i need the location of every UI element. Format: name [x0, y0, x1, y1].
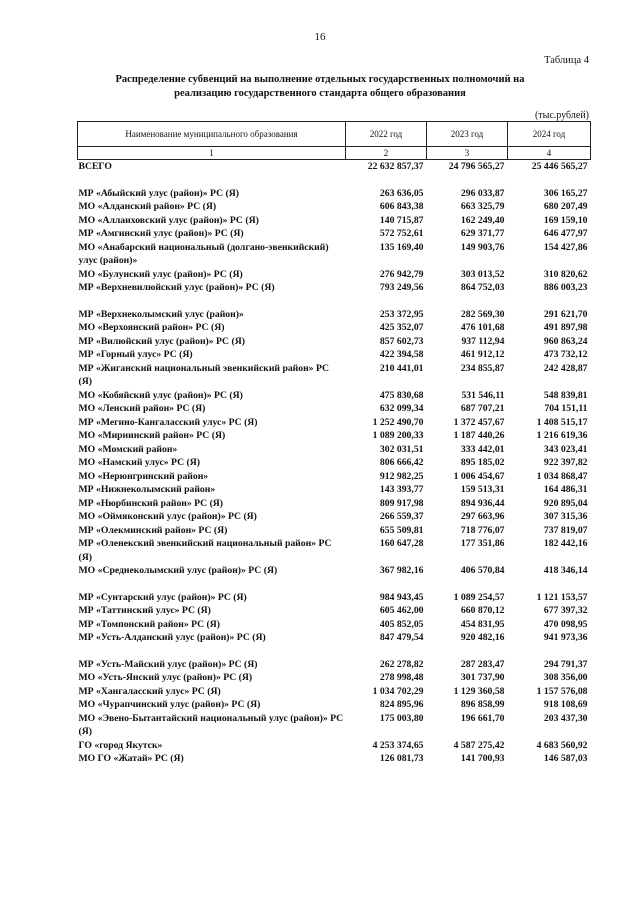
municipality-name-cell: МО «Алданский район» РС (Я) — [78, 201, 217, 212]
value-2024-cell: 941 973,36 — [543, 632, 588, 643]
value-2022-cell: 143 393,77 — [379, 484, 424, 495]
value-2022-cell: 1 034 702,29 — [372, 685, 424, 697]
value-2022-cell: 605 462,00 — [379, 605, 424, 616]
municipality-name-cell: МО «Анабарский национальный (долгано-эвенкийский) улус (район)» — [78, 241, 329, 266]
value-2022-cell: 857 602,73 — [379, 335, 424, 347]
value-2023-cell: 159 513,31 — [460, 484, 505, 495]
value-2022-cell: 302 031,51 — [379, 443, 424, 455]
table-label: Таблица 4 — [544, 55, 589, 66]
document-title: Распределение субвенций на выполнение отдельных государственных полномочий на реализацию государственного стандарта общего образования — [115, 74, 525, 99]
municipality-name-cell: МО «Мирнинский район» РС (Я) — [78, 430, 226, 441]
table-row — [78, 470, 591, 484]
value-2022-cell: 809 917,98 — [379, 497, 424, 509]
value-2023-cell: 196 661,70 — [460, 712, 505, 724]
table-row — [78, 227, 591, 241]
value-2023-cell: 303 013,52 — [460, 268, 505, 280]
municipality-name-cell: МР «Нюрбинский район» РС (Я) — [78, 497, 224, 509]
value-2024-cell: 548 839,81 — [543, 389, 588, 401]
value-2023-cell: 287 283,47 — [460, 658, 505, 670]
total-row — [78, 160, 591, 174]
subvention-table — [77, 121, 591, 766]
value-2022-cell: 160 647,28 — [379, 538, 424, 549]
table-header — [78, 122, 591, 160]
municipality-name-cell: МО «Кобяйский улус (район)» РС (Я) — [78, 389, 243, 401]
value-2024-cell: 922 397,82 — [543, 457, 588, 468]
table-row — [78, 268, 591, 282]
municipality-name-cell: МР «Нижнеколымский район» — [78, 484, 216, 495]
value-2023-cell: 937 112,94 — [461, 335, 505, 347]
municipality-name-cell: МР «Усть-Майский улус (район)» РС (Я) — [78, 658, 258, 670]
value-2023-cell: 162 249,40 — [460, 214, 505, 226]
municipality-name-cell: МО «Верхоянский район» РС (Я) — [78, 322, 225, 333]
value-2023-cell: 920 482,16 — [460, 632, 505, 643]
header-2023: 2023 год — [427, 122, 508, 147]
value-2023-cell: 894 936,44 — [460, 497, 505, 509]
units-label: (тыс.рублей) — [534, 110, 589, 121]
value-2022-cell: 912 982,25 — [379, 470, 424, 482]
value-2022-cell: 632 099,34 — [379, 403, 424, 414]
municipality-name-cell: МР «Верхнеколымский улус (район)» — [78, 308, 244, 320]
table-row — [78, 281, 591, 295]
table-row — [78, 510, 591, 524]
header-col-number-1: 1 — [78, 147, 346, 160]
value-2023-cell: 1 372 457,67 — [453, 416, 505, 428]
table-row — [78, 483, 591, 497]
value-2022-cell: 655 509,81 — [379, 524, 424, 536]
value-2024-cell: 1 157 576,08 — [536, 685, 588, 697]
value-2024-cell: 886 003,23 — [543, 282, 588, 293]
spacer-row — [78, 295, 591, 308]
value-2022-cell: 253 372,95 — [379, 308, 424, 320]
value-2022-cell: 425 352,07 — [379, 322, 424, 333]
value-2024-cell: 918 108,69 — [543, 699, 588, 710]
value-2024-cell: 737 819,07 — [543, 524, 588, 536]
municipality-name-cell: МР «Мегино-Кангаласский улус» РС (Я) — [78, 416, 258, 428]
value-2023-cell: 461 912,12 — [460, 349, 505, 360]
value-2023-cell: 660 870,12 — [460, 605, 505, 616]
header-municipality: Наименование муниципального образования — [78, 122, 346, 147]
spacer-cell — [78, 645, 591, 658]
value-2024-cell: 1 408 515,17 — [536, 416, 588, 428]
table-row — [78, 389, 591, 403]
value-2023-cell: 454 831,95 — [460, 618, 505, 630]
value-2024-cell: 704 151,11 — [544, 403, 588, 414]
value-2024-cell: 310 820,62 — [543, 268, 588, 280]
value-2023-cell: 718 776,07 — [460, 524, 505, 536]
value-2023-cell: 24 796 565,27 — [427, 160, 508, 174]
value-2022-cell: 793 249,56 — [379, 282, 424, 293]
value-2023-cell: 864 752,03 — [460, 282, 505, 293]
table-row — [78, 348, 591, 362]
municipality-name-cell: МО «Эвено-Бытантайский национальный улус (район)» РС (Я) — [78, 712, 344, 737]
table-row — [78, 685, 591, 699]
municipality-name-cell: МО «Булунский улус (район)» РС (Я) — [78, 268, 243, 280]
value-2024-cell: 920 895,04 — [543, 497, 588, 509]
value-2023-cell: 476 101,68 — [460, 322, 505, 333]
municipality-name-cell: МО «Момский район» — [78, 443, 178, 455]
value-2022-cell: 276 942,79 — [379, 268, 424, 280]
value-2023-cell: 687 707,21 — [460, 403, 505, 414]
table-row — [78, 497, 591, 511]
value-2023-cell: 1 187 440,26 — [453, 430, 505, 441]
municipality-name-cell: МО «Усть-Янский улус (район)» РС (Я) — [78, 672, 253, 683]
table-row — [78, 591, 591, 605]
table-row — [78, 739, 591, 753]
table-row — [78, 752, 591, 766]
table-body — [78, 160, 591, 766]
value-2023-cell: 234 855,87 — [460, 362, 505, 374]
table-row — [78, 443, 591, 457]
table-row — [78, 308, 591, 322]
table-row — [78, 362, 591, 389]
table-row — [78, 524, 591, 538]
municipality-name-cell: МР «Оленекский эвенкийский национальный район» РС (Я) — [78, 538, 332, 563]
value-2022-cell: 278 998,48 — [379, 672, 424, 683]
value-2022-cell: 4 253 374,65 — [372, 739, 424, 751]
table-row — [78, 631, 591, 645]
municipality-name-cell: МР «Вилюйский улус (район)» РС (Я) — [78, 335, 245, 347]
value-2024-cell: 182 442,16 — [543, 538, 588, 549]
value-2022-cell: 266 559,37 — [379, 511, 424, 522]
value-2022-cell: 422 394,58 — [379, 349, 424, 360]
municipality-name-cell: МР «Томпонский район» РС (Я) — [78, 618, 220, 630]
value-2022-cell: 606 843,38 — [379, 201, 424, 212]
value-2023-cell: 1 129 360,58 — [453, 685, 505, 697]
value-2024-cell: 418 346,14 — [543, 565, 588, 576]
value-2022-cell: 210 441,01 — [379, 362, 424, 374]
spacer-cell — [78, 578, 591, 591]
header-col-number-3: 3 — [427, 147, 508, 160]
value-2023-cell: 896 858,99 — [460, 699, 505, 710]
value-2024-cell: 960 863,24 — [543, 335, 588, 347]
value-2024-cell: 680 207,49 — [543, 201, 588, 212]
municipality-name-cell: МР «Сунтарский улус (район)» РС (Я) — [78, 591, 247, 603]
value-2023-cell: 177 351,86 — [460, 538, 505, 549]
header-2024: 2024 год — [508, 122, 591, 147]
header-2022: 2022 год — [346, 122, 427, 147]
value-2023-cell: 1 089 254,57 — [453, 591, 505, 603]
value-2023-cell: 149 903,76 — [460, 241, 505, 253]
value-2024-cell: 203 437,30 — [543, 712, 588, 724]
municipality-name-cell: МО «Аллаиховский улус (район)» РС (Я) — [78, 214, 259, 226]
value-2022-cell: 847 479,54 — [379, 632, 424, 643]
value-2024-cell: 1 034 868,47 — [536, 470, 588, 482]
value-2023-cell: 301 737,90 — [460, 672, 505, 683]
value-2024-cell: 307 315,36 — [543, 511, 588, 522]
value-2022-cell: 1 252 490,70 — [372, 416, 424, 428]
municipality-name-cell: МР «Горный улус» РС (Я) — [78, 349, 193, 360]
municipality-name-cell: МР «Таттинский улус» РС (Я) — [78, 605, 211, 616]
municipality-name-cell: МР «Усть-Алданский улус (район)» РС (Я) — [78, 632, 266, 643]
table-row — [78, 456, 591, 470]
value-2023-cell: 531 546,11 — [461, 389, 505, 401]
spacer-cell — [78, 174, 591, 187]
value-2022-cell: 475 830,68 — [379, 389, 424, 401]
value-2024-cell: 164 486,31 — [543, 484, 588, 495]
value-2023-cell: 333 442,01 — [460, 443, 505, 455]
value-2024-cell: 470 098,95 — [543, 618, 588, 630]
municipality-name-cell: МР «Амгинский улус (район)» РС (Я) — [78, 228, 244, 239]
municipality-name-cell: МР «Олекминский район» РС (Я) — [78, 524, 228, 536]
value-2022-cell: 262 278,82 — [379, 658, 424, 670]
table-row — [78, 241, 591, 268]
table-row — [78, 604, 591, 618]
value-2024-cell: 1 216 619,36 — [536, 430, 588, 441]
page-number: 16 — [314, 31, 326, 43]
value-2022-cell: 367 982,16 — [379, 565, 424, 576]
value-2024-cell: 146 587,03 — [543, 753, 588, 764]
value-2024-cell: 306 165,27 — [543, 187, 588, 199]
value-2022-cell: 135 169,40 — [379, 241, 424, 253]
table-row — [78, 671, 591, 685]
value-2022-cell: 126 081,73 — [379, 753, 424, 764]
municipality-name-cell: МО «Ленский район» РС (Я) — [78, 403, 206, 414]
value-2024-cell: 491 897,98 — [543, 322, 588, 333]
value-2024-cell: 646 477,97 — [543, 228, 588, 239]
value-2023-cell: 297 663,96 — [460, 511, 505, 522]
value-2024-cell: 25 446 565,27 — [508, 160, 591, 174]
table-row — [78, 564, 591, 578]
value-2022-cell: 263 636,05 — [379, 187, 424, 199]
value-2024-cell: 343 023,41 — [543, 443, 588, 455]
table-row — [78, 712, 591, 739]
municipality-name-cell: МО «Среднеколымский улус (район)» РС (Я) — [78, 565, 278, 576]
table-row — [78, 429, 591, 443]
municipality-name-cell: МО «Намский улус» РС (Я) — [78, 457, 200, 468]
value-2022-cell: 405 852,05 — [379, 618, 424, 630]
table-row — [78, 187, 591, 201]
municipality-name-cell: МР «Абыйский улус (район)» РС (Я) — [78, 187, 239, 199]
value-2022-cell: 806 666,42 — [379, 457, 424, 468]
municipality-name-cell: ГО «город Якутск» — [78, 739, 163, 751]
subvention-table-container — [77, 121, 590, 766]
value-2023-cell: 895 185,02 — [460, 457, 505, 468]
value-2024-cell: 1 121 153,57 — [536, 591, 588, 603]
municipality-name-cell: МО «Нерюнгринский район» — [78, 470, 209, 482]
header-col-number-4: 4 — [508, 147, 591, 160]
value-2023-cell: 406 570,84 — [460, 565, 505, 576]
municipality-name-cell: МР «Верхневилюйский улус (район)» РС (Я) — [78, 282, 275, 293]
spacer-cell — [78, 295, 591, 308]
spacer-row — [78, 578, 591, 591]
municipality-name-cell: МО «Чурапчинский улус (район)» РС (Я) — [78, 699, 261, 710]
value-2022-cell: 140 715,87 — [379, 214, 424, 226]
spacer-row — [78, 174, 591, 187]
table-row — [78, 200, 591, 214]
value-2023-cell: 1 006 454,67 — [453, 470, 505, 482]
value-2024-cell: 308 356,00 — [543, 672, 588, 683]
municipality-name-cell: МР «Жиганский национальный эвенкийский район» РС (Я) — [78, 362, 329, 387]
value-2022-cell: 572 752,61 — [379, 228, 424, 239]
value-2022-cell: 984 943,45 — [379, 591, 424, 603]
table-row — [78, 537, 591, 564]
table-row — [78, 618, 591, 632]
value-2023-cell: 296 033,87 — [460, 187, 505, 199]
value-2023-cell: 282 569,30 — [460, 308, 505, 320]
value-2022-cell: 22 632 857,37 — [346, 160, 427, 174]
table-row — [78, 321, 591, 335]
table-row — [78, 698, 591, 712]
value-2024-cell: 242 428,87 — [543, 362, 588, 374]
value-2024-cell: 291 621,70 — [543, 308, 588, 320]
value-2022-cell: 1 089 200,33 — [372, 430, 424, 441]
value-2024-cell: 154 427,86 — [543, 241, 588, 253]
value-2024-cell: 294 791,37 — [543, 658, 588, 670]
municipality-name-cell: ВСЕГО — [78, 160, 346, 174]
table-row — [78, 658, 591, 672]
value-2024-cell: 169 159,10 — [543, 214, 588, 226]
value-2024-cell: 4 683 560,92 — [536, 739, 588, 751]
table-row — [78, 214, 591, 228]
value-2022-cell: 175 003,80 — [379, 712, 424, 724]
municipality-name-cell: МО «Оймяконский улус (район)» РС (Я) — [78, 511, 257, 522]
value-2022-cell: 824 895,96 — [379, 699, 424, 710]
value-2023-cell: 663 325,79 — [460, 201, 505, 212]
value-2024-cell: 473 732,12 — [543, 349, 588, 360]
value-2024-cell: 677 397,32 — [543, 605, 588, 616]
municipality-name-cell: МО ГО «Жатай» РС (Я) — [78, 753, 184, 764]
value-2023-cell: 4 587 275,42 — [453, 739, 505, 751]
table-row — [78, 416, 591, 430]
header-col-number-2: 2 — [346, 147, 427, 160]
table-row — [78, 335, 591, 349]
value-2023-cell: 141 700,93 — [460, 753, 505, 764]
table-row — [78, 402, 591, 416]
value-2023-cell: 629 371,77 — [460, 228, 505, 239]
spacer-row — [78, 645, 591, 658]
municipality-name-cell: МР «Хангаласский улус» РС (Я) — [78, 685, 221, 697]
